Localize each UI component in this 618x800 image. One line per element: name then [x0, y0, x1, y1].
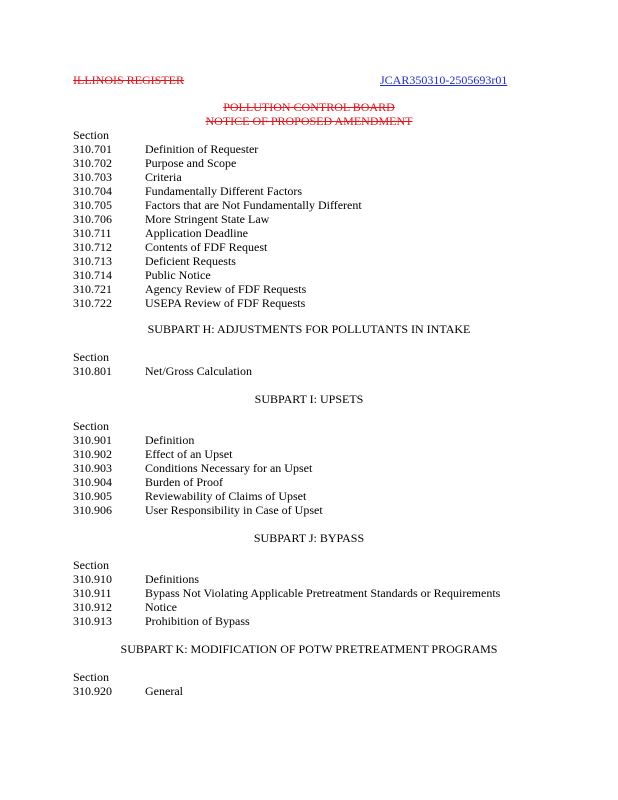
section-row: [73, 184, 362, 198]
section-row: [73, 600, 500, 614]
subpart-k-heading: SUBPART K: MODIFICATION OF POTW PRETREATMENT PROGRAMS: [120, 642, 498, 656]
subpart-j-heading: SUBPART J: BYPASS: [253, 531, 365, 545]
section-number: 310.901: [73, 433, 112, 447]
section-row: [73, 572, 500, 586]
section-row: [73, 282, 362, 296]
section-title: User Responsibility in Case of Upset: [145, 503, 323, 517]
section-title: Fundamentally Different Factors: [145, 184, 303, 198]
section-title: General: [145, 684, 183, 698]
section-title: Criteria: [145, 170, 182, 184]
section-title: Purpose and Scope: [145, 156, 237, 170]
section-row: [73, 475, 323, 489]
section-number: 310.913: [73, 614, 112, 628]
section-title: More Stringent State Law: [145, 212, 270, 226]
section-row: [73, 226, 362, 240]
section-number: 310.713: [73, 254, 112, 268]
section-number: 310.904: [73, 475, 112, 489]
section-number: 310.712: [73, 240, 112, 254]
register-header: ILLINOIS REGISTER: [73, 73, 184, 87]
section-number: 310.706: [73, 212, 112, 226]
section-row: [73, 461, 323, 475]
section-row: [73, 198, 362, 212]
section-list-subpart-i: [73, 419, 323, 517]
agency-name: POLLUTION CONTROL BOARD: [223, 100, 395, 114]
section-row: [73, 614, 500, 628]
section-list-subpart-h: [73, 350, 252, 378]
section-number: 310.722: [73, 296, 112, 310]
section-row: [73, 142, 362, 156]
section-label: Section: [73, 419, 109, 433]
subpart-h-heading: SUBPART H: ADJUSTMENTS FOR POLLUTANTS IN INTAKE: [147, 322, 471, 336]
section-number: 310.703: [73, 170, 112, 184]
notice-title: NOTICE OF PROPOSED AMENDMENT: [205, 114, 413, 128]
section-title: Factors that are Not Fundamentally Different: [145, 198, 362, 212]
section-title: Public Notice: [145, 268, 211, 282]
section-list-subpart-j: [73, 558, 500, 628]
section-row: [73, 364, 252, 378]
section-title: Application Deadline: [145, 226, 248, 240]
section-list-subpart-k: [73, 670, 183, 698]
section-title: Deficient Requests: [145, 254, 236, 268]
section-number: 310.906: [73, 503, 112, 517]
section-row: [73, 268, 362, 282]
section-title: Notice: [145, 600, 177, 614]
section-list-fdf: [73, 128, 362, 310]
section-row: [73, 254, 362, 268]
section-number: 310.711: [73, 226, 112, 240]
section-row: [73, 170, 362, 184]
section-number: 310.801: [73, 364, 112, 378]
section-number: 310.705: [73, 198, 112, 212]
section-title: USEPA Review of FDF Requests: [145, 296, 306, 310]
section-number: 310.701: [73, 142, 112, 156]
section-row: [73, 503, 323, 517]
section-title: Definition of Requester: [145, 142, 259, 156]
section-number: 310.911: [73, 586, 112, 600]
section-number: 310.702: [73, 156, 112, 170]
section-row: [73, 296, 362, 310]
section-number: 310.903: [73, 461, 112, 475]
section-row: [73, 684, 183, 698]
section-title: Bypass Not Violating Applicable Pretreatment Standards or Requirements: [145, 586, 501, 600]
section-number: 310.714: [73, 268, 112, 282]
section-number: 310.721: [73, 282, 112, 296]
section-title: Agency Review of FDF Requests: [145, 282, 307, 296]
section-title: Net/Gross Calculation: [145, 364, 252, 378]
section-row: [73, 212, 362, 226]
section-row: [73, 156, 362, 170]
section-title: Definitions: [145, 572, 199, 586]
section-row: [73, 489, 323, 503]
section-title: Contents of FDF Request: [145, 240, 268, 254]
section-row: [73, 433, 323, 447]
section-row: [73, 447, 323, 461]
section-label: Section: [73, 670, 109, 684]
jcar-document-link[interactable]: JCAR350310-2505693r01: [380, 73, 508, 87]
section-number: 310.905: [73, 489, 112, 503]
section-title: Reviewability of Claims of Upset: [145, 489, 307, 503]
section-title: Conditions Necessary for an Upset: [145, 461, 313, 475]
section-label: Section: [73, 350, 109, 364]
section-title: Effect of an Upset: [145, 447, 233, 461]
section-number: 310.920: [73, 684, 112, 698]
section-number: 310.704: [73, 184, 112, 198]
section-number: 310.912: [73, 600, 112, 614]
section-title: Definition: [145, 433, 195, 447]
section-number: 310.902: [73, 447, 112, 461]
section-row: [73, 240, 362, 254]
section-title: Burden of Proof: [145, 475, 223, 489]
section-title: Prohibition of Bypass: [145, 614, 250, 628]
section-label: Section: [73, 128, 109, 142]
section-row: [73, 586, 500, 600]
subpart-i-heading: SUBPART I: UPSETS: [254, 392, 364, 406]
section-label: Section: [73, 558, 109, 572]
section-number: 310.910: [73, 572, 112, 586]
